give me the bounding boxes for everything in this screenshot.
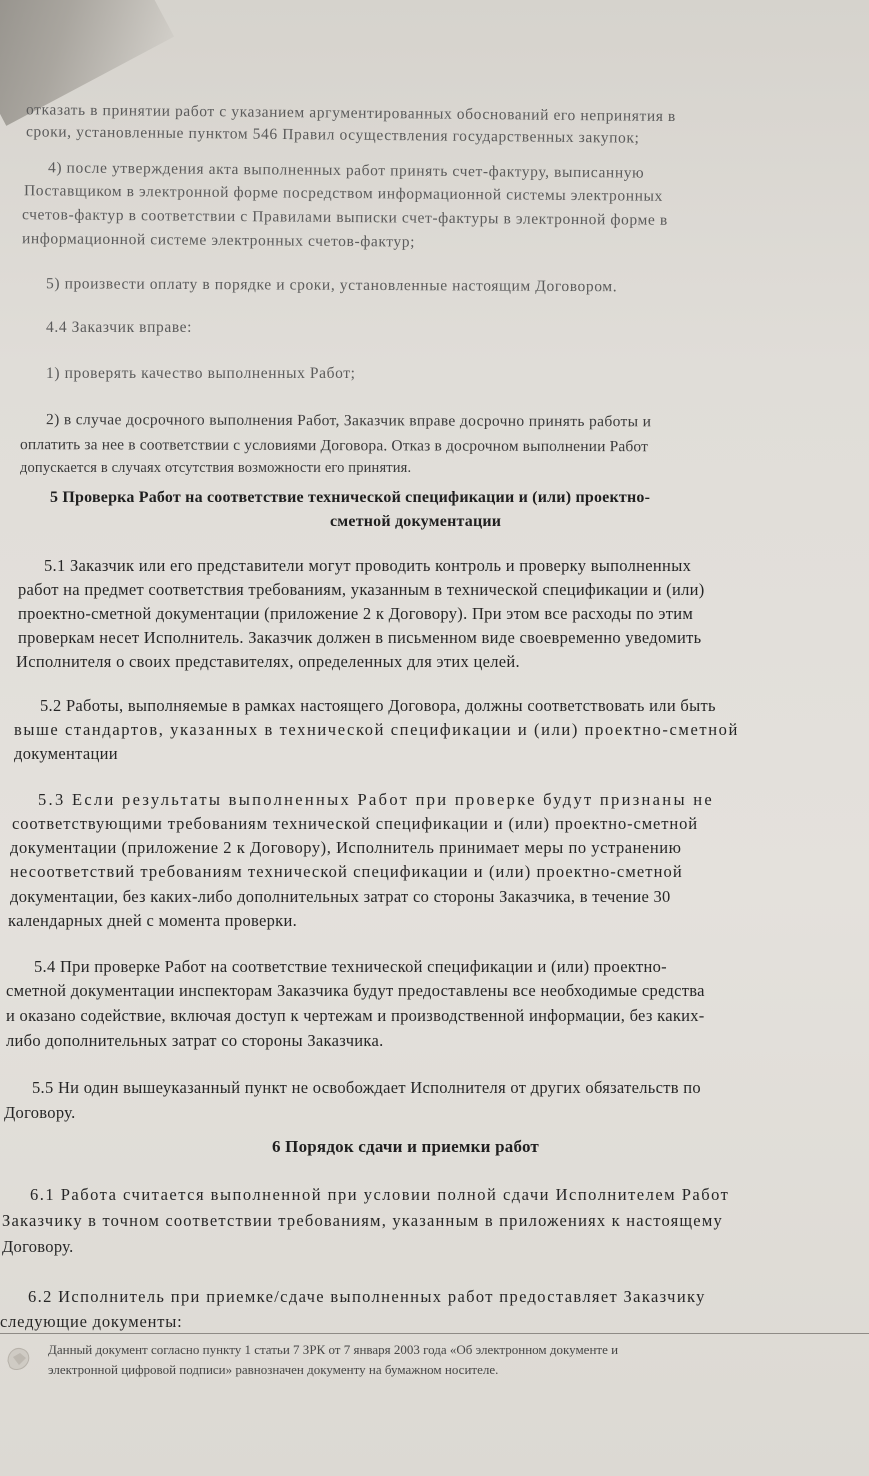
paragraph-line: 2) в случае досрочного выполнения Работ, Заказчик вправе досрочно принять работы и bbox=[45, 411, 652, 431]
paragraph-line: несоответствий требованиям технической спецификации и (или) проектно-сметной bbox=[10, 862, 683, 881]
paragraph-line: проектно-сметной документации (приложение 2 к Договору). При этом все расходы по этим bbox=[18, 604, 694, 623]
paragraph-line: Договору. bbox=[2, 1237, 74, 1256]
paragraph-line: 5) произвести оплату в порядке и сроки, установленные настоящим Договором. bbox=[45, 275, 618, 296]
paragraph-line: выше стандартов, указанных в технической спецификации и (или) проектно-сметной bbox=[14, 720, 739, 739]
section-heading: 5 Проверка Работ на соответствие технической спецификации и (или) проектно- bbox=[50, 489, 651, 506]
footer-disclaimer-line: Данный документ согласно пункту 1 статьи 7 ЗРК от 7 января 2003 года «Об электронном документе и bbox=[48, 1342, 619, 1357]
paragraph-line: соответствующими требованиям технической спецификации и (или) проектно-сметной bbox=[12, 814, 699, 833]
paragraph-line: работ на предмет соответствия требованиям, указанным в технической спецификации и (или) bbox=[18, 580, 705, 599]
paragraph-line: 5.2 Работы, выполняемые в рамках настоящего Договора, должны соответствовать или быть bbox=[40, 696, 716, 715]
paragraph-line: 5.1 Заказчик или его представители могут проводить контроль и проверку выполненных bbox=[44, 556, 692, 575]
paragraph-line: счетов-фактур в соответствии с Правилами выписки счет-фактуры в электронной форме в bbox=[21, 206, 668, 229]
paragraph-line: проверкам несет Исполнитель. Заказчик должен в письменном виде своевременно уведомить bbox=[18, 628, 702, 647]
footer-divider bbox=[0, 1333, 869, 1334]
paragraph-line: Исполнителя о своих представителях, определенных для этих целей. bbox=[16, 652, 520, 671]
paragraph-line: допускается в случаях отсутствия возможности его принятия. bbox=[20, 460, 412, 476]
footer-disclaimer-line: электронной цифровой подписи» равнозначен документу на бумажном носителе. bbox=[48, 1362, 499, 1377]
paragraph-line: отказать в принятии работ с указанием аргументированных обоснований его непринятия в bbox=[25, 101, 676, 126]
paragraph-line: Заказчику в точном соответствии требованиям, указанным в приложениях к настоящему bbox=[2, 1211, 723, 1230]
paragraph-line: 6.1 Работа считается выполненной при условии полной сдачи Исполнителем Работ bbox=[30, 1185, 730, 1204]
paragraph-line: 5.4 При проверке Работ на соответствие технической спецификации и (или) проектно- bbox=[34, 957, 667, 976]
paragraph-line: 1) проверять качество выполненных Работ; bbox=[46, 365, 356, 382]
paragraph-line: сметной документации инспекторам Заказчика будут предоставлены все необходимые средства bbox=[6, 981, 705, 1000]
paragraph-line: Договору. bbox=[4, 1103, 76, 1122]
paragraph-line: 4.4 Заказчик вправе: bbox=[46, 319, 193, 336]
paragraph-line: 5.3 Если результаты выполненных Работ при проверке будут признаны не bbox=[38, 790, 715, 809]
paragraph-line: следующие документы: bbox=[0, 1312, 183, 1331]
paragraph-line: информационной системе электронных счетов-фактур; bbox=[21, 230, 416, 251]
paragraph-line: календарных дней с момента проверки. bbox=[8, 911, 298, 930]
paragraph-line: и оказано содействие, включая доступ к чертежам и производственной информации, без каких- bbox=[6, 1006, 705, 1025]
paragraph-line: 5.5 Ни один вышеуказанный пункт не освобождает Исполнителя от других обязательств по bbox=[32, 1078, 701, 1097]
paragraph-line: оплатить за нее в соответствии с условиями Договора. Отказ в досрочном выполнении Работ bbox=[19, 436, 649, 456]
paragraph-line: либо дополнительных затрат со стороны Заказчика. bbox=[6, 1031, 384, 1050]
paragraph-line: 4) после утверждения акта выполненных работ принять счет-фактуру, выписанную bbox=[47, 159, 645, 182]
paragraph-line: документации (приложение 2 к Договору), Исполнитель принимает меры по устранению bbox=[10, 838, 682, 857]
section-heading: сметной документации bbox=[330, 513, 502, 530]
paragraph-line: сроки, установленные пунктом 546 Правил осуществления государственных закупок; bbox=[25, 123, 640, 147]
paragraph-line: документации, без каких-либо дополнительных затрат со стороны Заказчика, в течение 30 bbox=[10, 887, 671, 906]
paragraph-line: 6.2 Исполнитель при приемке/сдаче выполненных работ предоставляет Заказчику bbox=[28, 1287, 706, 1306]
paragraph-line: документации bbox=[14, 744, 118, 763]
digital-signature-stamp-icon bbox=[4, 1343, 34, 1375]
section-heading: 6 Порядок сдачи и приемки работ bbox=[272, 1137, 539, 1156]
paragraph-line: Поставщиком в электронной форме посредством информационной системы электронных bbox=[23, 182, 663, 205]
